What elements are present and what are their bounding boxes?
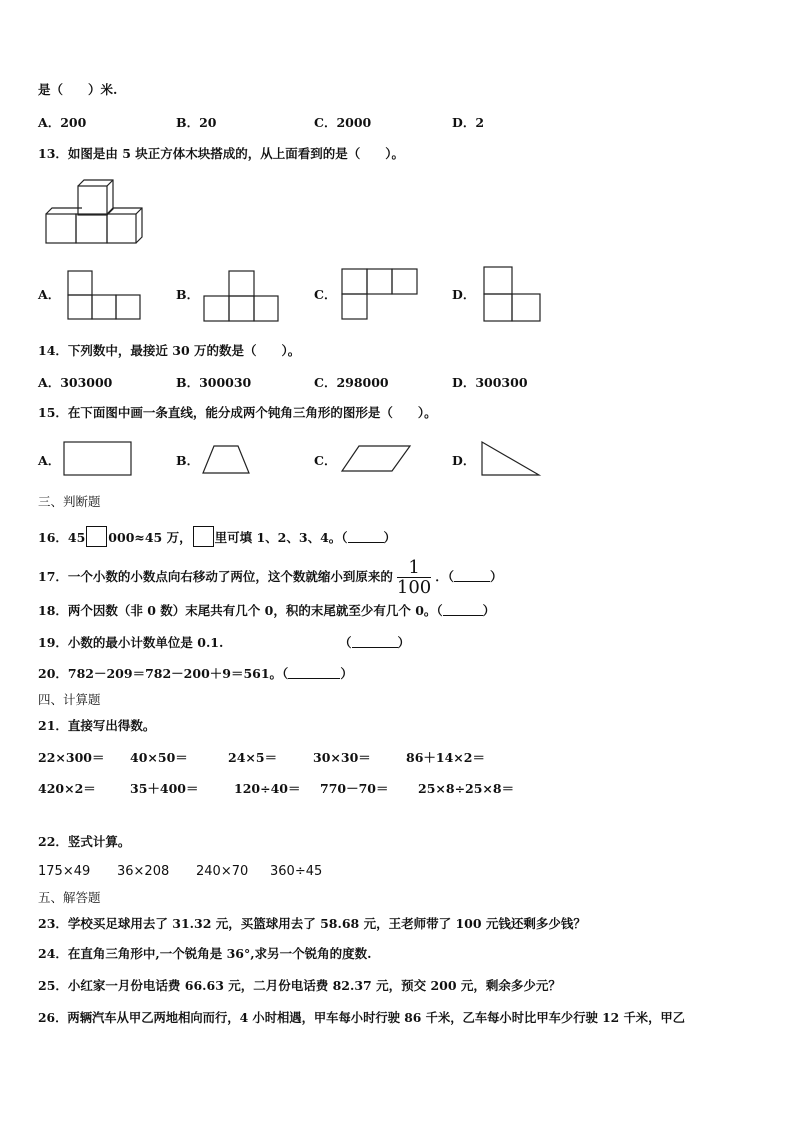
q21-r2-item-5: 25×8÷25×8＝: [418, 781, 515, 796]
q16-digit-box-2: [193, 526, 214, 547]
q16-digit-box: [86, 526, 107, 547]
q21-r2-item-3: 120÷40＝: [234, 781, 301, 796]
section-4-title: 四、计算题: [38, 692, 101, 707]
q19-paren-left: （: [339, 635, 352, 650]
q21-r1-item-2: 40×50＝: [130, 750, 188, 765]
q26-text: 26．两辆汽车从甲乙两地相向而行，4 小时相遇，甲车每小时行驶 86 千米，乙车每小时比甲车少行驶 12 千米，甲乙: [38, 1010, 685, 1025]
q21-r2-item-4: 770－70＝: [320, 781, 389, 796]
q17-line: [38, 557, 503, 597]
q13-option-a-label[interactable]: A．: [38, 287, 61, 302]
q22-item-1: 175×49: [38, 864, 91, 879]
q13-option-c-figure[interactable]: [341, 268, 419, 320]
q21-r2-item-2: 35＋400＝: [130, 781, 199, 796]
q13-option-b-label[interactable]: B．: [176, 287, 200, 302]
q14-stem: 14．下列数中，最接近 30 万的数是（ ）。: [38, 343, 301, 358]
q18-tail: ）: [482, 603, 496, 618]
section-3-title: 三、判断题: [38, 494, 101, 509]
q15-option-b-label[interactable]: B．: [176, 453, 200, 468]
q25-text: 25．小红家一月份电话费 66.63 元，二月份电话费 82.37 元，预交 200 元，剩余多少元？: [38, 978, 561, 993]
q17-text: 17．一个小数的小数点向右移动了两位，这个数就缩小到原来的: [38, 569, 393, 584]
q17-fraction-denominator: 100: [396, 576, 432, 598]
q13-option-d-label[interactable]: D．: [452, 287, 476, 302]
q14-option-d[interactable]: D．300300: [452, 375, 528, 390]
q18-answer-blank[interactable]: [443, 603, 483, 616]
q17-tail-2: ）: [490, 569, 503, 584]
q12-option-c[interactable]: C．2000: [314, 115, 372, 130]
q14-option-a[interactable]: A．303000: [38, 375, 113, 390]
q18-line: [38, 603, 495, 619]
q15-option-c-label[interactable]: C．: [314, 453, 337, 468]
q18-text: 18．两个因数（非 0 数）末尾共有几个 0，积的末尾就至少有几个 0。（: [38, 603, 443, 618]
q20-answer-blank[interactable]: [288, 666, 340, 679]
q13-option-a-figure[interactable]: [67, 270, 141, 320]
q24-text: 24．在直角三角形中,一个锐角是 36°,求另一个锐角的度数.: [38, 946, 372, 961]
q19-answer: [339, 635, 410, 651]
q23-text: 23．学校买足球用去了 31.32 元，买篮球用去了 58.68 元，王老师带了 100 元钱还剩多少钱？: [38, 916, 586, 931]
q13-cube-figure: [40, 178, 140, 246]
q22-item-4: 360÷45: [270, 864, 323, 879]
q19-answer-blank[interactable]: [352, 635, 398, 648]
q13-option-b-figure[interactable]: [203, 270, 279, 322]
q15-rectangle-figure[interactable]: [63, 441, 133, 477]
q17-fraction-numerator: 1: [408, 556, 420, 578]
q19-paren-right: ）: [397, 635, 411, 650]
q22-item-2: 36×208: [117, 864, 170, 879]
section-5-title: 五、解答题: [38, 890, 101, 905]
q22-item-3: 240×70: [196, 864, 249, 879]
q16-text-2: 000≈45 万，: [108, 530, 192, 545]
q15-option-a-label[interactable]: A．: [38, 453, 61, 468]
q21-r1-item-5: 86＋14×2＝: [406, 750, 485, 765]
q20-line: [38, 666, 353, 682]
q16-text-3: 里可填 1、2、3、4。（: [214, 530, 348, 545]
q15-stem: 15．在下面图中画一条直线，能分成两个钝角三角形的图形是（ ）。: [38, 405, 437, 420]
q13-option-d-figure[interactable]: [483, 266, 541, 322]
q17-answer-blank[interactable]: [454, 569, 490, 582]
q15-trapezoid-figure[interactable]: [202, 445, 250, 475]
q14-option-b[interactable]: B．300030: [176, 375, 252, 390]
q13-option-c-label[interactable]: C．: [314, 287, 337, 302]
q14-option-c[interactable]: C．298000: [314, 375, 389, 390]
q20-text: 20．782－209＝782－200＋9＝561。（: [38, 666, 289, 681]
q21-r1-item-1: 22×300＝: [38, 750, 105, 765]
q16-text-1: 16．45: [38, 530, 86, 545]
q21-r1-item-4: 30×30＝: [313, 750, 371, 765]
prev-question-tail: 是（ ）米.: [38, 82, 118, 97]
q20-tail: ）: [340, 666, 353, 681]
q16-line: [38, 526, 396, 547]
q15-right-triangle-figure[interactable]: [481, 441, 541, 477]
q13-stem: 13．如图是由 5 块正方体木块搭成的，从上面看到的是（ ）。: [38, 146, 405, 161]
q22-stem: 22．竖式计算。: [38, 834, 131, 849]
q16-answer-blank[interactable]: [348, 530, 384, 543]
q21-r2-item-1: 420×2＝: [38, 781, 96, 796]
q17-tail-1: ．（: [435, 569, 455, 584]
q15-parallelogram-figure[interactable]: [341, 445, 411, 473]
q16-text-4: ）: [383, 530, 397, 545]
q12-option-b[interactable]: B．20: [176, 115, 217, 130]
q17-fraction: [396, 556, 432, 598]
q12-option-a[interactable]: A．200: [38, 115, 87, 130]
q15-option-d-label[interactable]: D．: [452, 453, 476, 468]
q21-r1-item-3: 24×5＝: [228, 750, 278, 765]
q21-stem: 21．直接写出得数。: [38, 718, 156, 733]
q19-text: 19．小数的最小计数单位是 0.1.: [38, 635, 224, 650]
q12-option-d[interactable]: D．2: [452, 115, 485, 130]
